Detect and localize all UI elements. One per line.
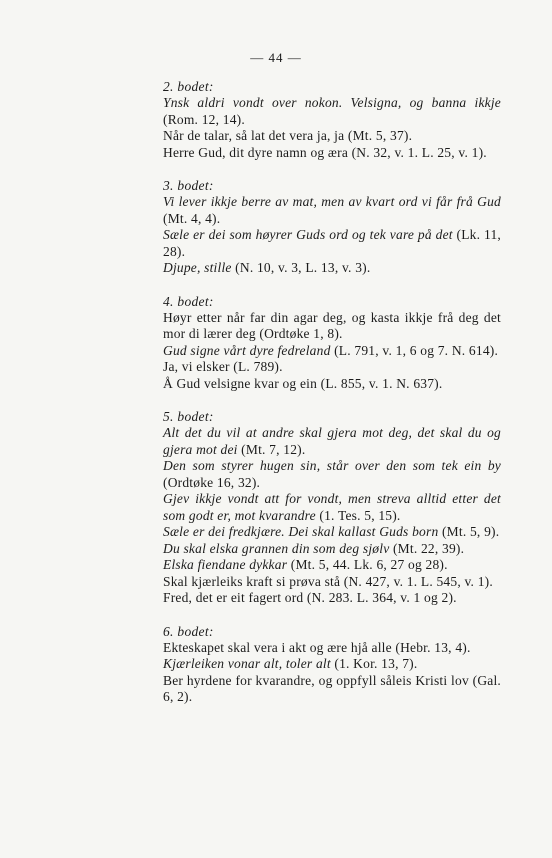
entry-quote: Du skal elska grannen din som deg sjølv [163,540,390,556]
entry [163,524,501,541]
entry-reference: Ja, vi elsker (L. 789). [163,359,283,374]
entry [163,359,501,376]
entry-reference: (Ordtøke 16, 32). [163,474,261,490]
entry-reference: (Mt. 5, 44. Lk. 6, 27 og 28). [287,557,448,572]
entry-quote: Gjev ikkje vondt att for vondt, men streva alltid etter det som godt er, mot kvarandre [163,491,501,523]
entry-reference: Herre Gud, dit dyre namn og æra (N. 32, v. 1. L. 25, v. 1). [163,144,487,160]
entry-reference: (Mt. 7, 12). [237,441,306,457]
entry [163,425,501,458]
section-heading: 4. bodet: [163,293,214,309]
page-number: — 44 — [250,50,302,65]
entry [163,541,501,558]
entry-reference: Ber hyrdene for kvarandre, og oppfyll såleis Kristi lov (Gal. 6, 2). [163,672,501,704]
page-content [163,78,501,722]
entry [163,194,501,227]
entry-quote: Djupe, stille [163,260,232,275]
entry-quote: Sæle er dei fredkjære. Dei skal kallast Guds born [163,524,439,539]
entry-quote: Ynsk aldri vondt over nokon. Velsigna, og banna ikkje [163,95,501,110]
section-bodet-4 [163,293,501,393]
entry [163,557,501,574]
section-bodet-2 [163,78,501,161]
entry [163,590,501,607]
entry [163,376,501,393]
section-heading: 3. bodet: [163,178,214,193]
entry [163,227,501,260]
entry-reference: (Mt. 5, 9). [438,524,500,539]
entry [163,673,501,706]
entry [163,145,501,162]
section-heading: 2. bodet: [163,79,214,94]
entry [163,491,501,524]
section-heading: 5. bodet: [163,409,214,424]
section-bodet-6 [163,623,501,706]
entry [163,310,501,343]
entry-reference: Høyr etter når far din agar deg, og kasta ikkje frå deg det mor di lærer deg (Ordtøke 1, 8). [163,309,501,341]
entry-reference: (L. 791, v. 1, 6 og 7. N. 614). [330,342,499,358]
entry-reference: Fred, det er eit fagert ord (N. 283. L. 364, v. 1 og 2). [163,590,457,605]
entry [163,640,501,657]
entry [163,128,501,145]
entry-reference: (Mt. 4, 4). [163,210,221,226]
entry [163,343,501,360]
entry-quote: Den som styrer hugen sin, står over den som tek ein by [163,458,501,473]
entry-reference: (Lk. 11, 28). [163,227,501,259]
entry-reference: Ekteskapet skal vera i akt og ære hjå alle (Hebr. 13, 4). [163,639,471,655]
entry-reference: Skal kjærleiks kraft si prøva stå (N. 427, v. 1. L. 545, v. 1). [163,573,493,589]
entry-quote: Gud signe vårt dyre fedreland [163,342,331,358]
entry [163,574,501,591]
entry [163,95,501,128]
entry-quote: Kjærleiken vonar alt, toler alt [163,656,331,671]
section-heading: 6. bodet: [163,623,214,639]
entry [163,656,501,673]
entry-quote: Alt det du vil at andre skal gjera mot deg, det skal du og gjera mot dei [163,425,501,457]
entry [163,458,501,491]
entry-quote: Sæle er dei som høyrer Guds ord og tek vare på det [163,227,453,242]
entry-reference: (N. 10, v. 3, L. 13, v. 3). [231,260,371,275]
entry-reference: (1. Kor. 13, 7). [330,656,418,671]
entry-reference: (Mt. 22, 39). [389,540,465,556]
entry-reference: (1. Tes. 5, 15). [315,507,401,523]
entry-reference: (Rom. 12, 14). [163,111,245,127]
entry-reference: Å Gud velsigne kvar og ein (L. 855, v. 1. N. 637). [163,375,443,391]
section-bodet-3 [163,177,501,277]
entry-quote: Elska fiendane dykkar [163,557,288,572]
section-bodet-5 [163,408,501,607]
entry-reference: Når de talar, så lat det vera ja, ja (Mt. 5, 37). [163,128,413,143]
entry-quote: Vi lever ikkje berre av mat, men av kvart ord vi får frå Gud [163,194,501,209]
entry [163,260,501,277]
